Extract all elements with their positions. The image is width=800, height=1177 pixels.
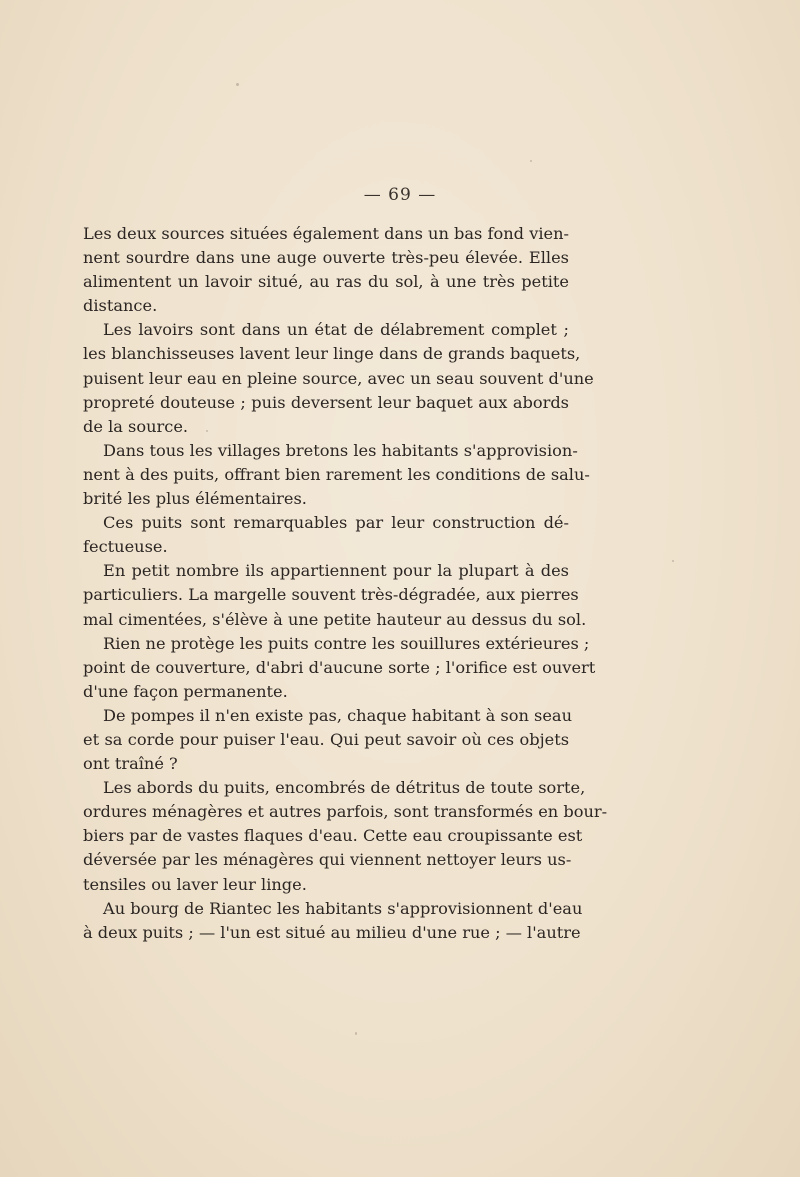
text-line: En petit nombre ils appartiennent pour la plupart à des <box>103 561 569 581</box>
text-line: point de couverture, d'abri d'aucune sorte ; l'orifice est ouvert <box>83 657 596 677</box>
text-line: les blanchisseuses lavent leur linge dans de grands baquets, <box>83 344 581 364</box>
text-line: Les abords du puits, encombrés de détritus de toute sorte, <box>103 778 586 798</box>
text-line: tensiles ou laver leur linge. <box>83 874 307 894</box>
text-line: ordures ménagères et autres parfois, sont transformés en bour- <box>83 802 608 822</box>
paper-speck <box>206 430 208 432</box>
paper-speck <box>672 560 674 562</box>
text-line: ont traîné ? <box>83 754 178 774</box>
text-line: alimentent un lavoir situé, au ras du sol, à une très petite <box>83 272 569 292</box>
text-line: particuliers. La margelle souvent très-dégradée, aux pierres <box>83 585 579 605</box>
text-line: Au bourg de Riantec les habitants s'approvisionnent d'eau <box>103 898 583 918</box>
text-line: Les lavoirs sont dans un état de délabrement complet ; <box>103 320 569 340</box>
paper-speck <box>355 1032 357 1035</box>
text-line: biers par de vastes flaques d'eau. Cette eau croupissante est <box>83 826 583 846</box>
text-line: déversée par les ménagères qui viennent nettoyer leurs us- <box>83 850 572 870</box>
paper-speck <box>236 83 239 86</box>
text-line: Les deux sources situées également dans un bas fond vien- <box>83 224 569 243</box>
text-line: puisent leur eau en pleine source, avec un seau souvent d'une <box>83 368 594 388</box>
text-line: Rien ne protège les puits contre les souillures extérieures ; <box>103 633 590 653</box>
text-line: nent à des puits, offrant bien rarement les conditions de salu- <box>83 464 590 484</box>
text-line: de la source. <box>83 416 189 436</box>
text-line: propreté douteuse ; puis deversent leur baquet aux abords <box>83 392 569 412</box>
paper-speck <box>530 160 532 162</box>
text-line: De pompes il n'en existe pas, chaque habitant à son seau <box>103 705 573 725</box>
text-line: nent sourdre dans une auge ouverte très-peu élevée. Elles <box>83 248 569 268</box>
body-text <box>83 222 608 945</box>
text-line: et sa corde pour puiser l'eau. Qui peut savoir où ces objets <box>83 729 569 749</box>
text-line: distance. <box>83 296 158 316</box>
page-number: — 69 — <box>363 185 437 205</box>
text-line: d'une façon permanente. <box>83 681 288 701</box>
text-line: Dans tous les villages bretons les habitants s'approvision- <box>103 440 578 460</box>
text-line: Ces puits sont remarquables par leur construction dé- <box>103 513 569 533</box>
text-line: à deux puits ; — l'un est situé au milieu d'une rue ; — l'autre <box>83 922 581 942</box>
text-line: brité les plus élémentaires. <box>83 489 307 509</box>
text-line: fectueuse. <box>83 537 168 557</box>
text-line: mal cimentées, s'élève à une petite hauteur au dessus du sol. <box>83 609 587 629</box>
